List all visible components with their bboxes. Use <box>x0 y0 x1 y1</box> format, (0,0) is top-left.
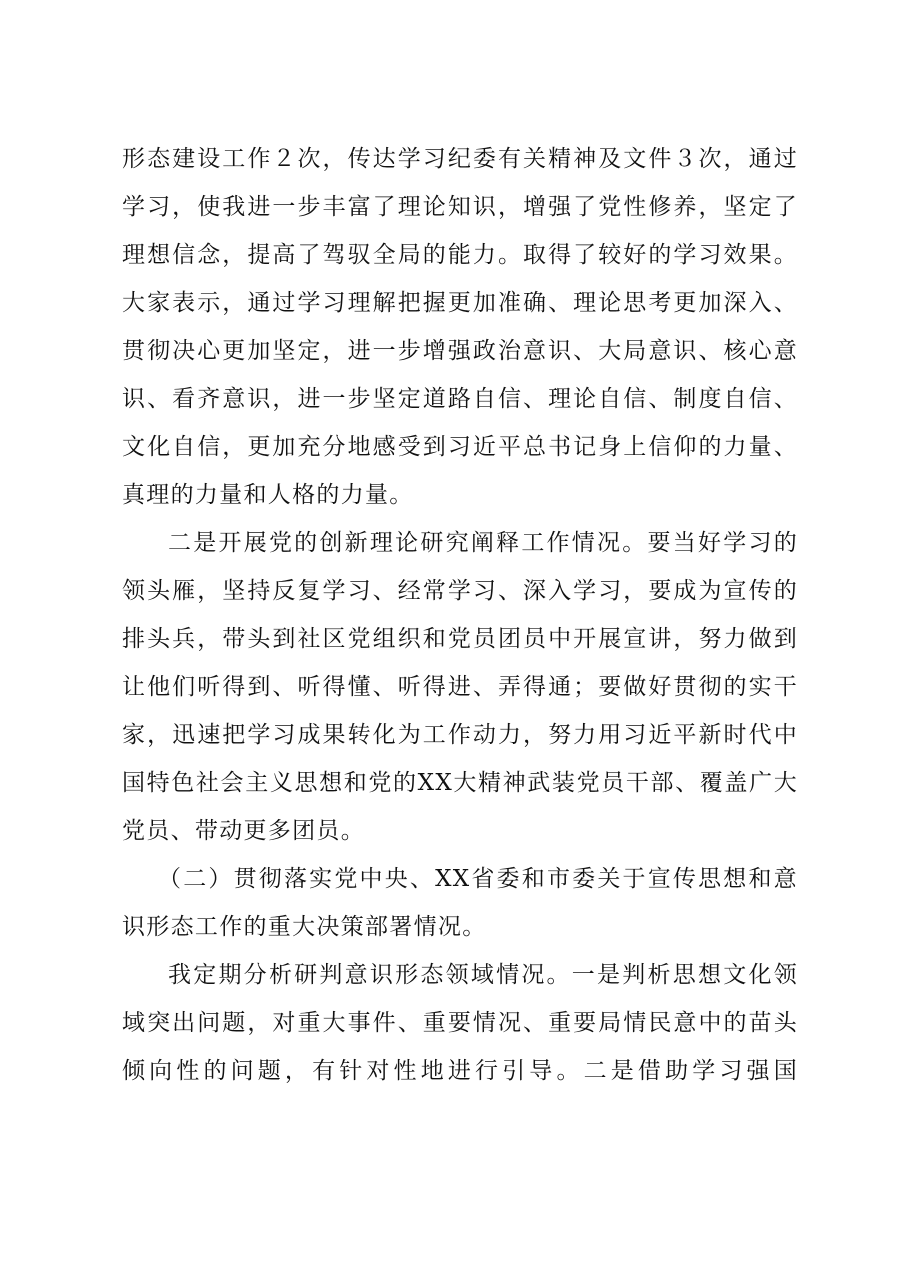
paragraph-study-results <box>122 144 798 528</box>
text-line: 国特色社会主义思想和党的XX大精神武装党员干部、覆盖广大 <box>122 770 798 796</box>
text-line: 倾向性的问题，有针对性地进行引导。二是借助学习强国 <box>122 1058 798 1084</box>
paragraph-theory-research <box>122 528 798 864</box>
text-line: 形态建设工作２次，传达学习纪委有关精神及文件３次，通过 <box>122 146 798 172</box>
text-line: 贯彻决心更加坚定，进一步增强政治意识、大局意识、核心意 <box>122 338 798 364</box>
text-line: 识形态工作的重大决策部署情况。 <box>122 914 487 940</box>
text-line: 真理的力量和人格的力量。 <box>122 482 414 508</box>
text-line: 学习，使我进一步丰富了理论知识，增强了党性修养，坚定了 <box>122 194 798 220</box>
text-line: 让他们听得到、听得懂、听得进、弄得通；要做好贯彻的实干 <box>122 674 798 700</box>
text-line: （二）贯彻落实党中央、XX省委和市委关于宣传思想和意 <box>158 866 798 892</box>
text-line: 二是开展党的创新理论研究阐释工作情况。要当好学习的 <box>168 530 798 556</box>
paragraph-ideology-analysis <box>122 960 798 1104</box>
text-line: 党员、带动更多团员。 <box>122 818 365 844</box>
document-body <box>122 144 798 1104</box>
text-line: 排头兵，带头到社区党组织和党员团员中开展宣讲，努力做到 <box>122 626 798 652</box>
text-line: 家，迅速把学习成果转化为工作动力，努力用习近平新时代中 <box>122 722 798 748</box>
text-line: 大家表示，通过学习理解把握更加准确、理论思考更加深入、 <box>122 290 798 316</box>
text-line: 理想信念，提高了驾驭全局的能力。取得了较好的学习效果。 <box>122 242 798 268</box>
section-heading <box>122 864 798 960</box>
text-line: 领头雁，坚持反复学习、经常学习、深入学习，要成为宣传的 <box>122 578 798 604</box>
text-line: 文化自信，更加充分地感受到习近平总书记身上信仰的力量、 <box>122 434 798 460</box>
text-line: 我定期分析研判意识形态领域情况。一是判析思想文化领 <box>168 962 798 988</box>
text-line: 识、看齐意识，进一步坚定道路自信、理论自信、制度自信、 <box>122 386 798 412</box>
text-line: 域突出问题，对重大事件、重要情况、重要局情民意中的苗头 <box>122 1010 798 1036</box>
